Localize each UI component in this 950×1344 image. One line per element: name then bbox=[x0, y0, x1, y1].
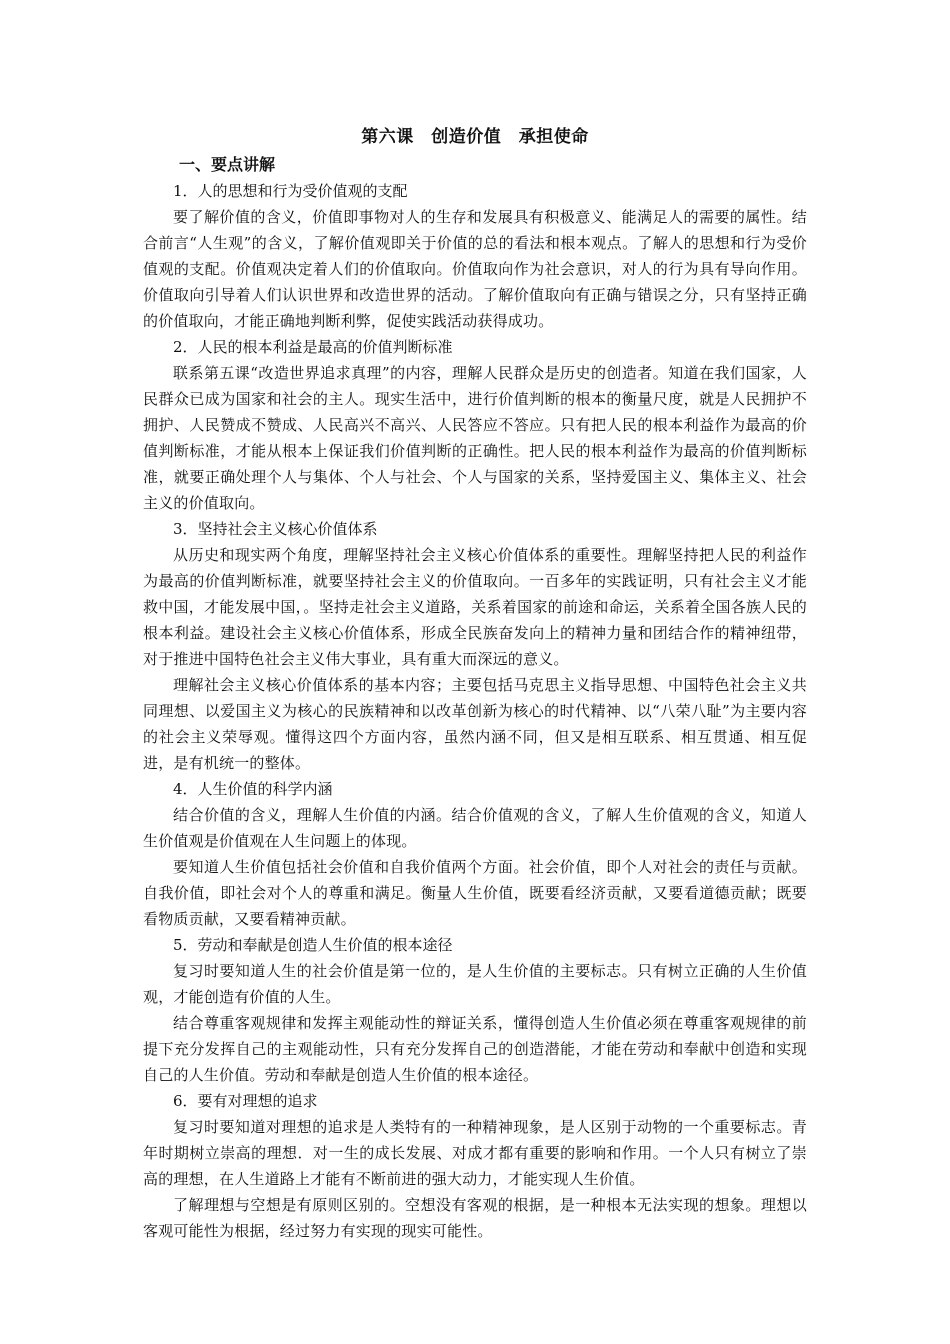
paragraph: 要知道人生价值包括社会价值和自我价值两个方面。社会价值，即个人对社会的责任与贡献。自我价值，即社会对个人的尊重和满足。衡量人生价值，既要看经济贡献，又要看道德贡献；既要看物质贡献，又要看精神贡献。 bbox=[143, 858, 807, 928]
paragraph: 联系第五课“改造世界追求真理”的内容，理解人民群众是历史的创造者。知道在我们国家，人民群众已成为国家和社会的主人。现实生活中，进行价值判断的根本的衡量尺度，就是人民拥护不拥护、人民赞成不赞成、人民高兴不高兴、人民答应不答应。只有把人民的根本利益作为最高的价值判断标准，才能从根本上保证我们价值判断的正确性。把人民的根本利益作为最高的价值判断标准，就要正确处理个人与集体、个人与社会、个人与国家的关系，坚持爱国主义、集体主义、社会主义的价值取向。 bbox=[143, 364, 807, 512]
point-heading-4: 4．人生价值的科学内涵 bbox=[173, 780, 333, 798]
paragraph: 结合价值的含义，理解人生价值的内涵。结合价值观的含义，了解人生价值观的含义，知道人生价值观是价值观在人生问题上的体现。 bbox=[143, 806, 807, 850]
paragraph: 结合尊重客观规律和发挥主观能动性的辩证关系，懂得创造人生价值必须在尊重客观规律的前提下充分发挥自己的主观能动性，只有充分发挥自己的创造潜能，才能在劳动和奉献中创造和实现自己的人生价值。劳动和奉献是创造人生价值的根本途径。 bbox=[143, 1014, 807, 1084]
document-title: 第六课 创造价值 承担使命 bbox=[361, 127, 589, 147]
point-heading-6: 6．要有对理想的追求 bbox=[173, 1092, 318, 1110]
point-heading-1: 1．人的思想和行为受价值观的支配 bbox=[173, 182, 408, 200]
paragraph: 理解社会主义核心价值体系的基本内容；主要包括马克思主义指导思想、中国特色社会主义共同理想、以爱国主义为核心的民族精神和以改革创新为核心的时代精神、以“八荣八耻”为主要内容的社会主义荣辱观。懂得这四个方面内容，虽然内涵不同，但又是相互联系、相互贯通、相互促进，是有机统一的整体。 bbox=[143, 676, 807, 772]
paragraph: 从历史和现实两个角度，理解坚持社会主义核心价值体系的重要性。理解坚持把人民的利益作为最高的价值判断标准，就要坚持社会主义的价值取向。一百多年的实践证明，只有社会主义才能救中国，才能发展中国，。坚持走社会主义道路，关系着国家的前途和命运，关系着全国各族人民的根本利益。建设社会主义核心价值体系，形成全民族奋发向上的精神力量和团结合作的精神纽带，对于推进中国特色社会主义伟大事业，具有重大而深远的意义。 bbox=[143, 546, 807, 668]
paragraph: 复习时要知道对理想的追求是人类特有的一种精神现象，是人区别于动物的一个重要标志。青年时期树立崇高的理想．对一生的成长发展、对成才都有重要的影响和作用。一个人只有树立了崇高的理想，在人生道路上才能有不断前进的强大动力，才能实现人生价值。 bbox=[143, 1118, 807, 1188]
section-heading: 一、要点讲解 bbox=[179, 155, 276, 174]
document-page bbox=[143, 122, 807, 1244]
point-heading-3: 3．坚持社会主义核心价值体系 bbox=[173, 520, 378, 538]
point-heading-5: 5．劳动和奉献是创造人生价值的根本途径 bbox=[173, 936, 453, 954]
point-heading-2: 2．人民的根本利益是最高的价值判断标准 bbox=[173, 338, 453, 356]
paragraph: 了解理想与空想是有原则区别的。空想没有客观的根据，是一种根本无法实现的想象。理想以客观可能性为根据，经过努力有实现的现实可能性。 bbox=[143, 1196, 807, 1240]
paragraph: 复习时要知道人生的社会价值是第一位的，是人生价值的主要标志。只有树立正确的人生价值观，才能创造有价值的人生。 bbox=[143, 962, 807, 1006]
paragraph: 要了解价值的含义，价值即事物对人的生存和发展具有积极意义、能满足人的需要的属性。结合前言“人生观”的含义，了解价值观即关于价值的总的看法和根本观点。了解人的思想和行为受价值观的支配。价值观决定着人们的价值取向。价值取向作为社会意识，对人的行为具有导向作用。价值取向引导着人们认识世界和改造世界的活动。了解价值取向有正确与错误之分，只有坚持正确的价值取向，才能正确地判断利弊，促使实践活动获得成功。 bbox=[143, 208, 807, 330]
